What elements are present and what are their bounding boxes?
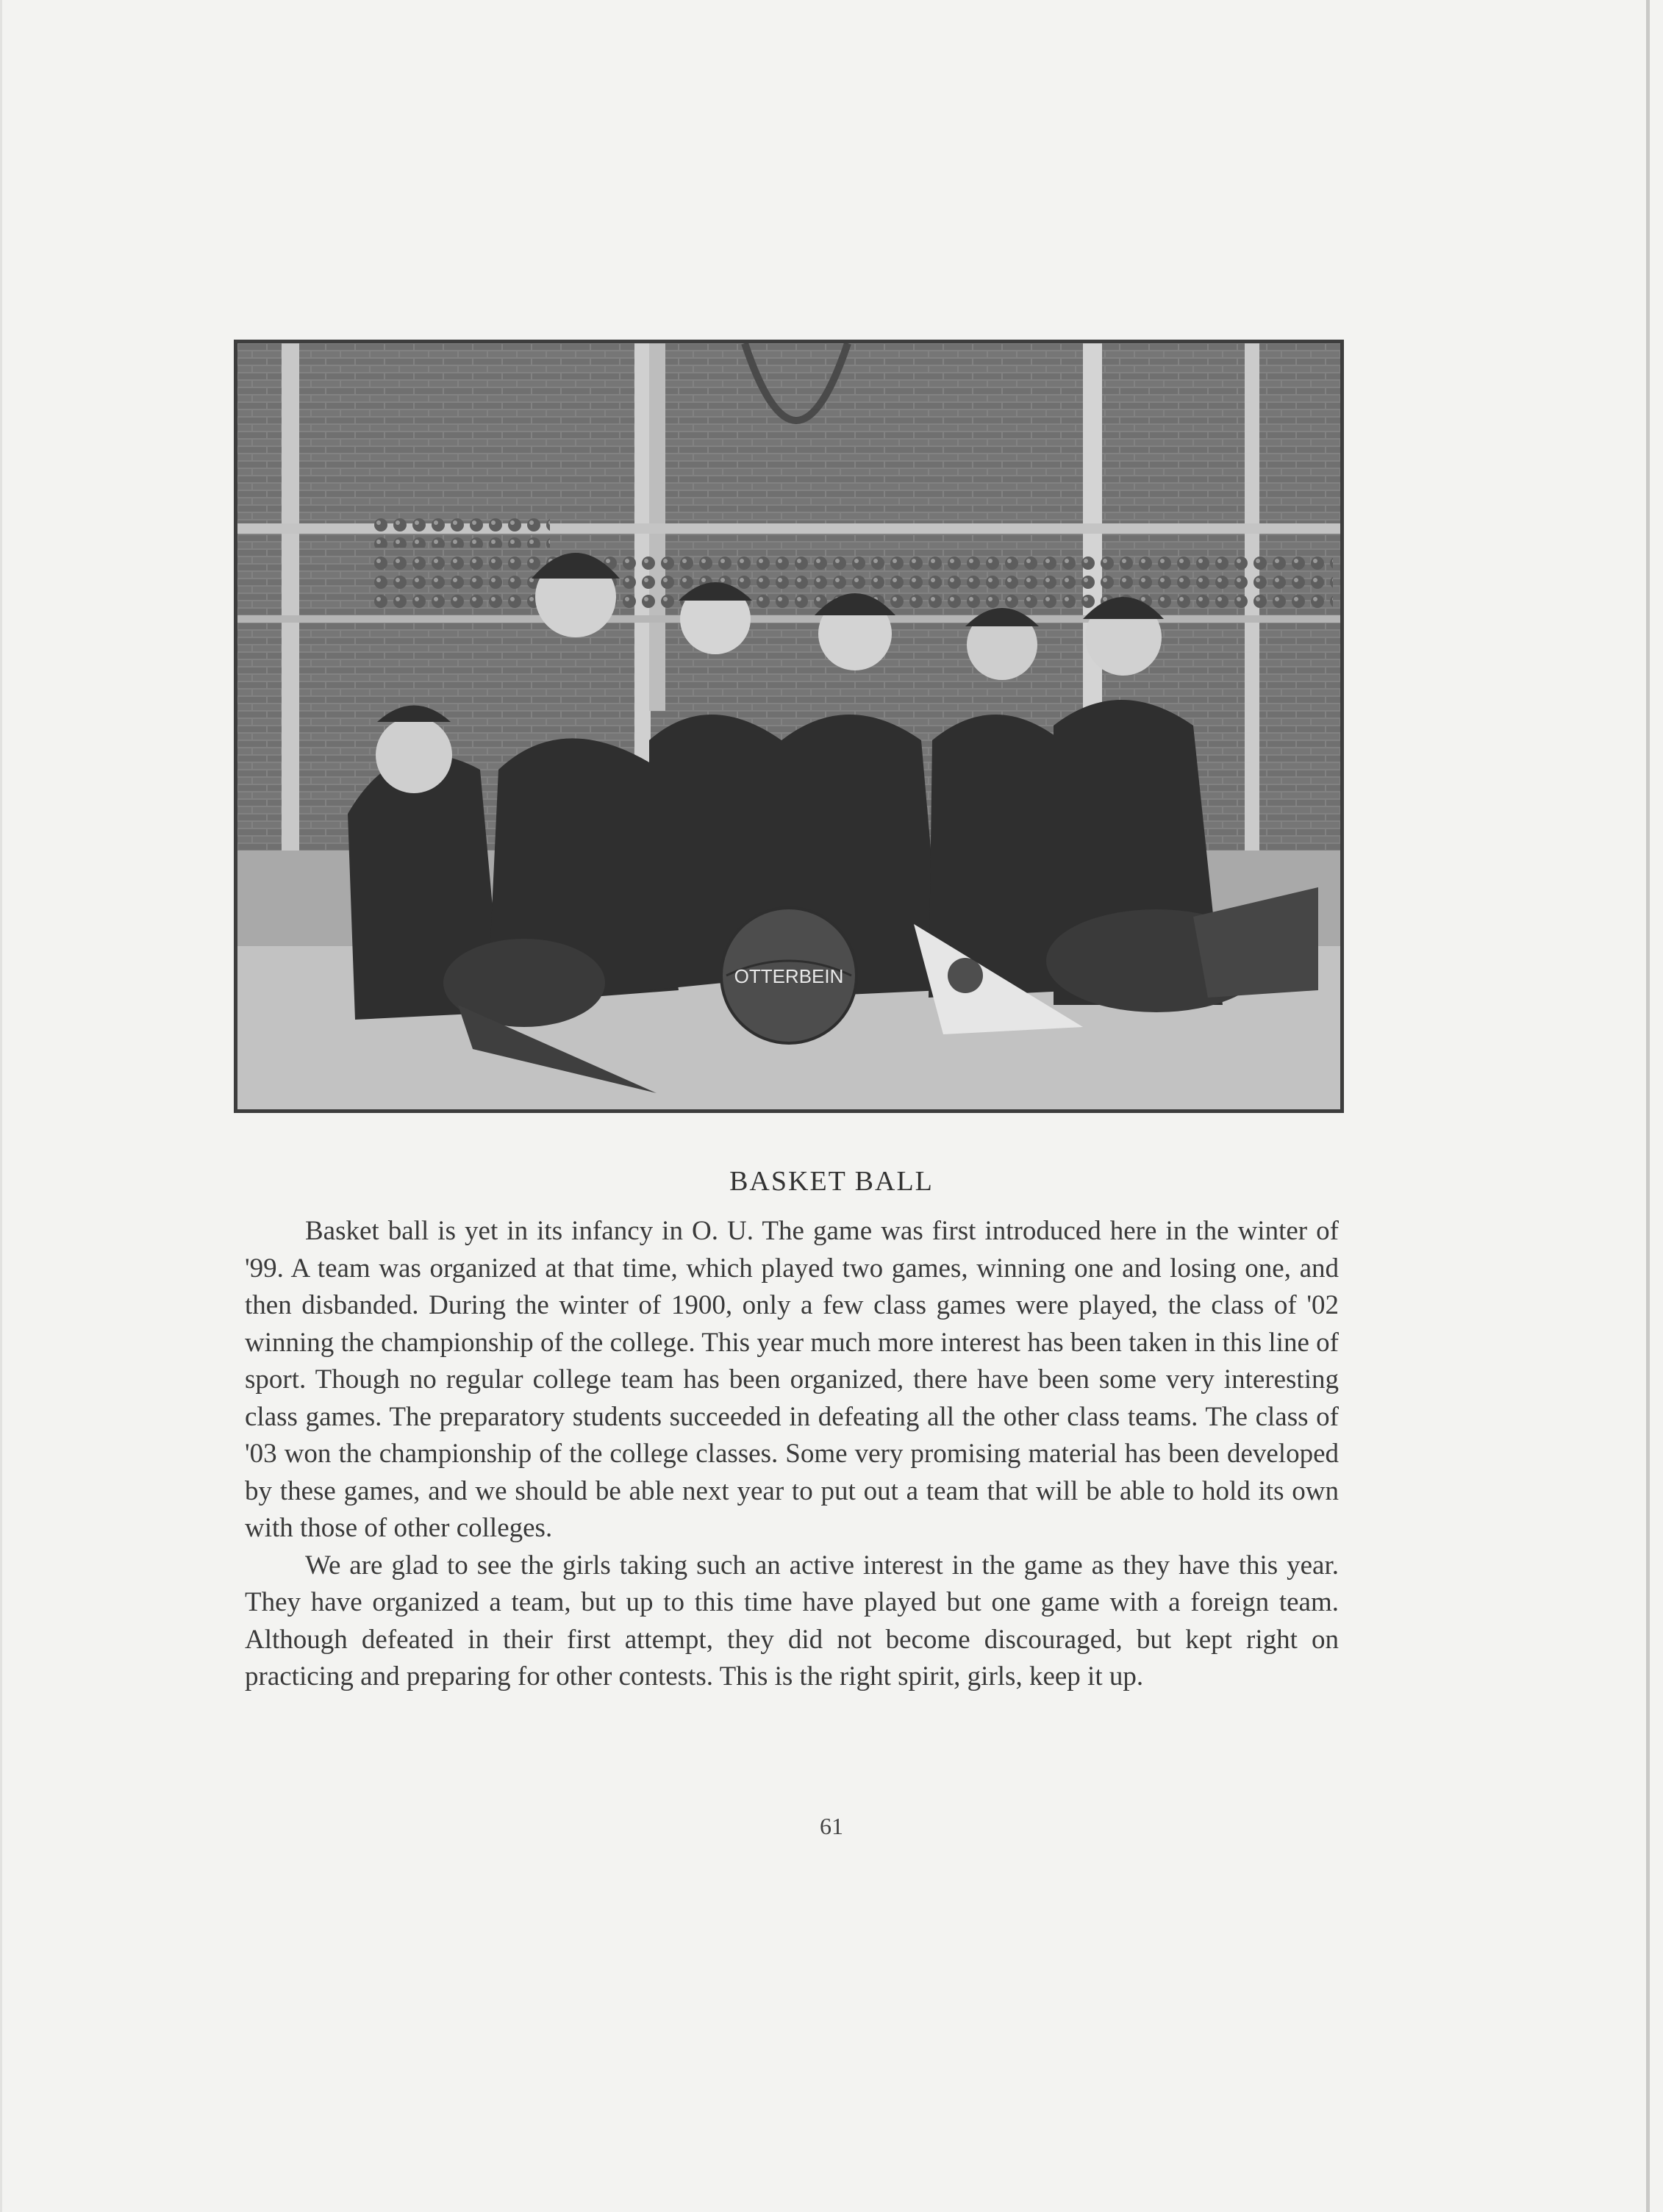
page-edge-left bbox=[0, 0, 2, 2212]
team-photograph bbox=[234, 340, 1344, 1113]
article-paragraph-2: We are glad to see the girls taking such an active interest in the game as they have this year. They have organized a team, but up to this time have played but one game with a foreign team. Although defeated in their first attempt, they did not become discouraged, but kept right on practicing and preparing for other contests. This is the right spirit, girls, keep it up. bbox=[245, 1550, 1339, 1692]
ball-lettering: OTTERBEIN bbox=[734, 965, 844, 987]
article-heading: BASKET BALL bbox=[729, 1166, 934, 1197]
article-paragraph-1: Basket ball is yet in its infancy in O. U. The game was first introduced here in the winter of '99. A team was organized at that time, which played two games, winning one and losing one, and then disbanded. During the winter of 1900, only a few class games were played, the class of '02 winning the championship of the college. This year much more interest has been taken in this line of sport. Though no regular college team has been organized, there have been some very interesting class games. The preparatory students succeeded in defeating all the other class teams. The class of '03 won the championship of the college classes. Some very promising material has been developed by these games, and we should be able next year to put out a team that will be able to hold its own with those of other colleges. bbox=[245, 1216, 1339, 1543]
article-body bbox=[245, 1213, 1339, 1696]
team-photograph-illustration bbox=[237, 343, 1340, 1109]
page-edge-right bbox=[1646, 0, 1650, 2212]
page-number: 61 bbox=[820, 1813, 843, 1839]
